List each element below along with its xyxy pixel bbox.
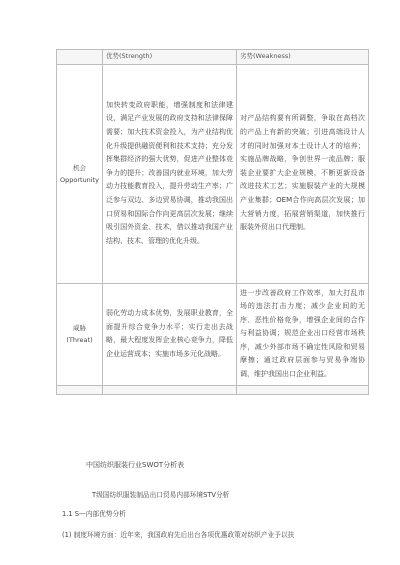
row-label-opportunity bbox=[57, 64, 103, 283]
table-caption: 中国纺织服装行业SWOT分析表 bbox=[86, 461, 185, 469]
header-strength: 优势(Strength) bbox=[103, 50, 237, 65]
header-corner-cell bbox=[57, 50, 103, 65]
row-label-opportunity-cn: 机会 bbox=[73, 163, 86, 172]
empty-cell bbox=[103, 385, 237, 394]
row-label-opportunity-en: Opportunity bbox=[60, 175, 100, 184]
swot-row-threat bbox=[57, 283, 369, 385]
subsection-heading: 1.1 S—内部优势分析 bbox=[62, 510, 126, 518]
swot-row-opportunity bbox=[57, 64, 369, 283]
swot-empty-row bbox=[57, 385, 369, 394]
empty-cell bbox=[237, 385, 369, 394]
row-label-threat-cn: 威胁 bbox=[73, 324, 86, 333]
cell-opportunity-strength: 加快转变政府职能，增强制度和法律建设，满足产业发展的政府支持和法律保障需要；加大技术资金投入，为产业结构优化升级提供融资便利和技术支持；充分发挥集群经济的强大优势，促进产业整体竞争力的提升；改善国内就业环境，加大劳动力技能教育投入，提升劳动生产率；广泛参与双边、多边贸易协调，推动我国出口贸易和国际合作向更高层次发展；继续吸引国外资金、技术，借以推动我国产业结构、技术、管理的优化升级。 bbox=[103, 64, 237, 283]
swot-table bbox=[56, 49, 369, 395]
swot-header-row bbox=[57, 50, 369, 65]
cell-opportunity-weakness: 对产品结构要有所调整，争取在高档次的产品上有新的突破；引进高端设计人才的同时加强对本土设计人才的培养；实施品牌战略，争创世界一流品牌；服装企业要扩大企业规模，不断更新设备改进技术工艺；实施服装产业的大规模产业集群；OEM合作向高层次发展；加大营销力度，拓展营销渠道，加快推行服装外贸出口代理制。 bbox=[237, 64, 369, 283]
section-heading: T级国纺织服装制品出口贸易内部环境STV分析 bbox=[92, 491, 230, 499]
row-label-threat-en: (Threat) bbox=[66, 336, 93, 345]
cell-threat-strength: 弱化劳动力成本优势，发展职业教育，全面提升综合竞争力水平；实行走出去战略，最大程度发挥企业核心竞争力，降低企业运营成本；实施市场多元化战略。 bbox=[103, 283, 237, 385]
cell-threat-weakness: 进一步改善政府工作效率，加大打乱市场的违法打击力度；减少企业间的无序、恶性价格竞争，增强企业间的合作与利益协调；规范企业出口经营市场秩序，减少外部市场不确定性风险和贸易摩擦；通过政府层面参与贸易争端协调，维护我国出口企业利益。 bbox=[237, 283, 369, 385]
row-label-threat bbox=[57, 283, 103, 385]
header-weakness: 劣势(Weakness) bbox=[237, 50, 369, 65]
empty-cell bbox=[57, 385, 103, 394]
body-paragraph: (1) 制度环境方面：近年来，我国政府先后出台各项优惠政策对纺织产业予以扶 bbox=[62, 531, 295, 539]
